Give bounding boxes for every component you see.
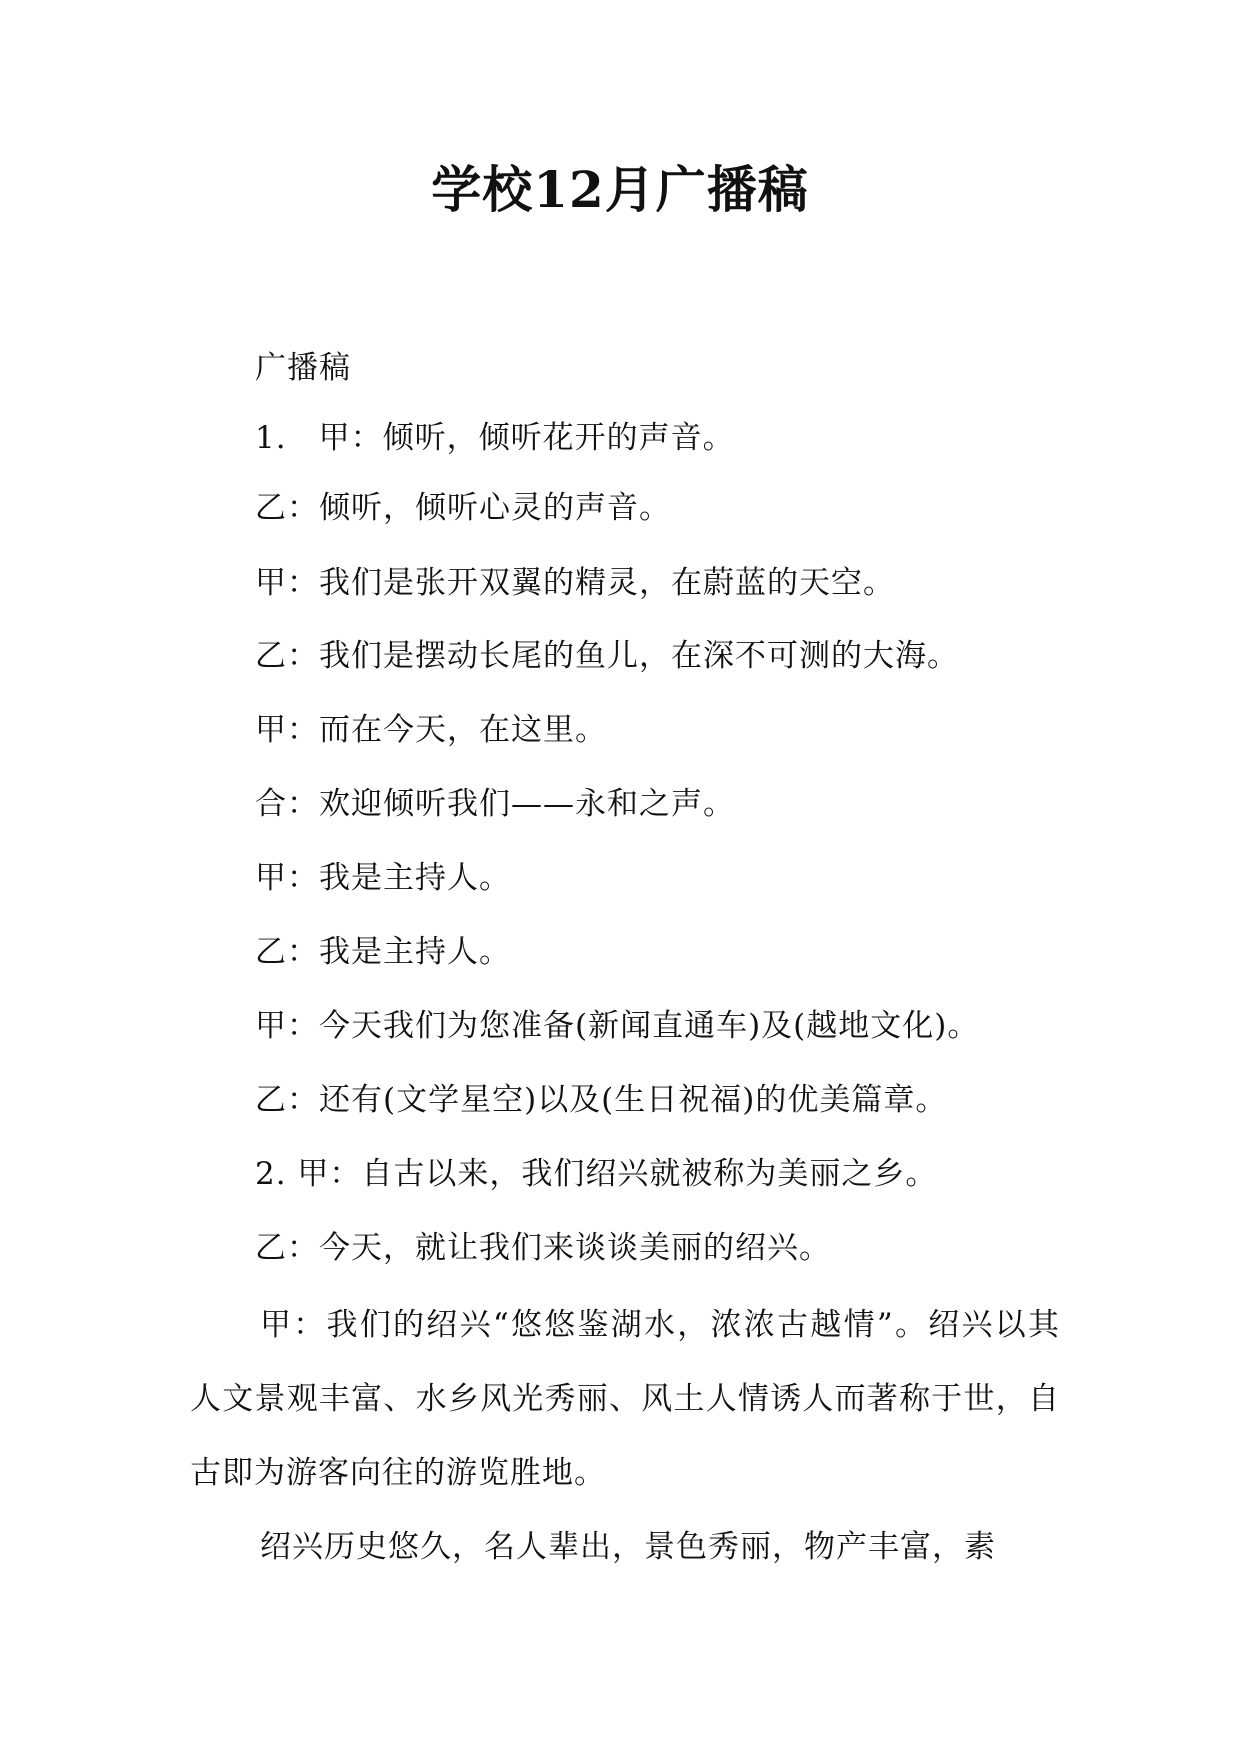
text-line: 乙：还有(文学星空)以及(生日祝福)的优美篇章。 [255,1082,948,1118]
text-line: 甲：我们是张开双翼的精灵，在蔚蓝的天空。 [255,565,895,601]
paragraph: 绍兴历史悠久，名人辈出，景色秀丽，物产丰富，素 [260,1529,996,1565]
paragraph: 甲：我们的绍兴“悠悠鉴湖水，浓浓古越情”。绍兴以其人文景观丰富、水乡风光秀丽、风土人情诱人而著称于世，自古即为游客向往的游览胜地。 [190,1307,1060,1491]
text-line: 2. 甲：自古以来，我们绍兴就被称为美丽之乡。 [255,1156,938,1192]
text-line: 乙：倾听，倾听心灵的声音。 [255,490,671,526]
text-line: 合：欢迎倾听我们——永和之声。 [255,786,735,822]
text-line: 广播稿 [255,350,351,386]
document-title: 学校12月广播稿 [431,160,809,219]
text-line: 甲：我是主持人。 [255,860,511,896]
text-line: 乙：今天，就让我们来谈谈美丽的绍兴。 [255,1230,831,1266]
text-line: 甲：今天我们为您准备(新闻直通车)及(越地文化)。 [255,1008,980,1044]
text-line: 乙：我们是摆动长尾的鱼儿，在深不可测的大海。 [255,638,959,674]
text-line: 乙：我是主持人。 [255,934,511,970]
text-line: 1. 甲：倾听，倾听花开的声音。 [255,420,735,456]
text-line: 甲：而在今天，在这里。 [255,712,607,748]
